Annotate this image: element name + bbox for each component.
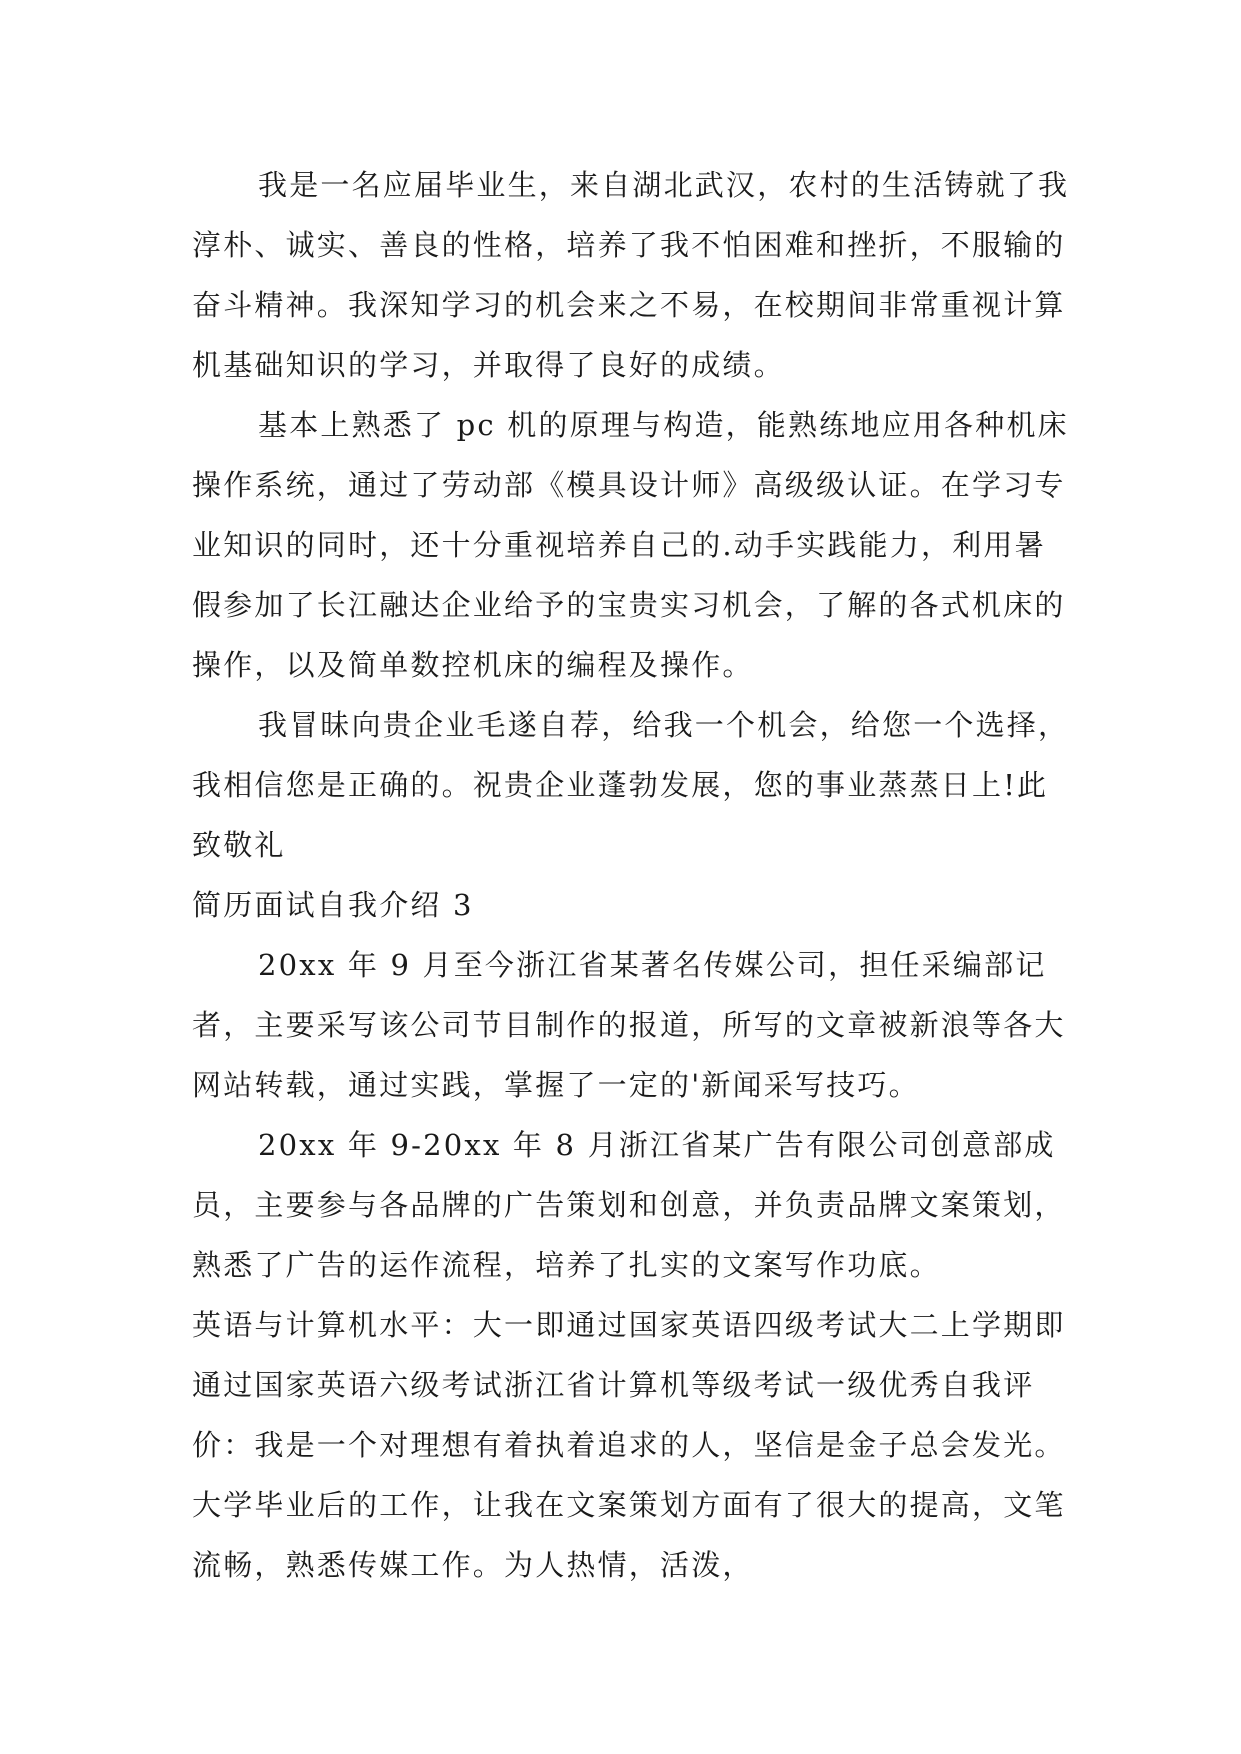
experience-paragraph-1: 20xx 年 9 月至今浙江省某著名传媒公司，担任采编部记者，主要采写该公司节目制作的报道，所写的文章被新浪等各大网站转载，通过实践，掌握了一定的'新闻采写技巧。 bbox=[192, 948, 1066, 1102]
experience-paragraph-2: 20xx 年 9-20xx 年 8 月浙江省某广告有限公司创意部成员，主要参与各品牌的广告策划和创意，并负责品牌文案策划，熟悉了广告的运作流程，培养了扎实的文案写作功底。 bbox=[192, 1128, 1066, 1282]
closing-paragraph: 我冒昧向贵企业毛遂自荐，给我一个机会，给您一个选择，我相信您是正确的。祝贵企业蓬勃发展，您的事业蒸蒸日上!此致敬礼 bbox=[192, 708, 1070, 862]
skills-paragraph: 基本上熟悉了 pc 机的原理与构造，能熟练地应用各种机床操作系统，通过了劳动部《模具设计师》高级级认证。在学习专业知识的同时，还十分重视培养自己的.动手实践能力，利用暑假参加了长江融达企业给予的宝贵实习机会，了解的各式机床的操作，以及简单数控机床的编程及操作。 bbox=[192, 408, 1069, 682]
section-heading: 简历面试自我介绍 3 bbox=[192, 888, 474, 922]
intro-paragraph: 我是一名应届毕业生，来自湖北武汉，农村的生活铸就了我淳朴、诚实、善良的性格，培养了我不怕困难和挫折，不服输的奋斗精神。我深知学习的机会来之不易，在校期间非常重视计算机基础知识的学习，并取得了良好的成绩。 bbox=[192, 168, 1070, 382]
language-computer-paragraph: 英语与计算机水平：大一即通过国家英语四级考试大二上学期即通过国家英语六级考试浙江省计算机等级考试一级优秀自我评价：我是一个对理想有着执着追求的人，坚信是金子总会发光。大学毕业后的工作，让我在文案策划方面有了很大的提高，文笔流畅，熟悉传媒工作。为人热情，活泼， bbox=[192, 1308, 1066, 1582]
document-body bbox=[192, 155, 1072, 1595]
